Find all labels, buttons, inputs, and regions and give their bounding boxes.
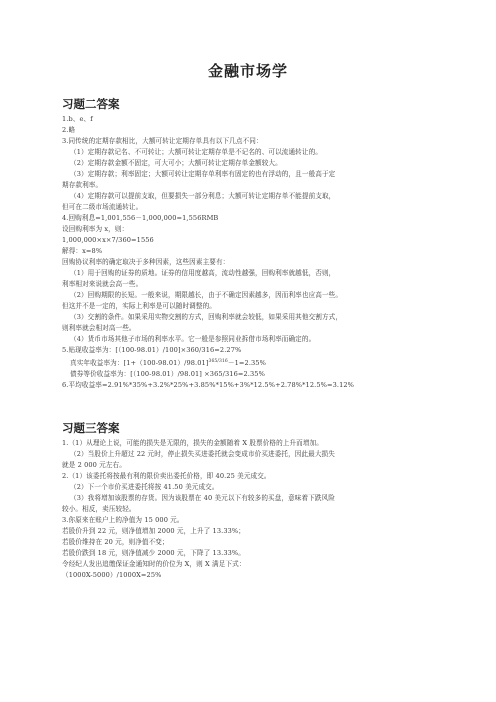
text-line: （2）定期存款金额不固定，可大可小；大额可转让定期存单金额较大。 [70, 159, 282, 167]
text-line: 1.b、e、f [62, 115, 93, 123]
text-line: （1）用于回购的证券的质地。证券的信用度越高，流动性越强，回购利率就越低，否则， [70, 269, 336, 277]
text-line: 但可在二级市场流通转让。 [62, 203, 143, 211]
text-line: （4）定期存款可以提前支取，但要损失一部分利息；大额可转让定期存单不能提前支取， [70, 192, 336, 200]
formula-exponent: 365/316 [208, 359, 228, 364]
text-line: 5.贴现收益率为：[（100-98.01）/100]×360/316=2.27% [62, 346, 242, 354]
text-line: 4.回购利息=1,001,556－1,000,000=1,556RMB [62, 214, 219, 222]
text-line: （3）定期存款；利率固定；大额可转让定期存单利率有固定的也有浮动的，且一般高于定 [70, 170, 336, 178]
text-line: 6.平均收益率=2.91%*35%+3.2%*25%+3.85%*15%+3%*12.5%+2.78%*12.5%=3.12% [62, 381, 355, 390]
text-line: 2.略 [62, 126, 76, 134]
document-title: 金融市场学 [207, 62, 288, 80]
text-line: 3.同传统的定期存款相比，大额可转让定期存单具有以下几点不同： [62, 137, 263, 145]
text-line: 期存款利率。 [62, 181, 103, 189]
text-line: 若股价跌到 18 元，则净值减少 2000 元，下降了 13.33%。 [62, 549, 245, 557]
text-line: 则利率就会相对高一些。 [62, 324, 136, 332]
text-line: 3.你原来在账户上的净值为 15 000 元。 [62, 516, 184, 524]
formula-tail: －1=2.35% [227, 359, 266, 368]
text-line: 回购协议利率的确定取决于多种因素，这些因素主要有： [62, 258, 230, 266]
text-line-with-exponent [62, 356, 446, 369]
formula-base: 真实年收益率为：[1+（100-98.01）/98.01] [70, 359, 209, 368]
text-line: （2）下一个市价买进委托将按 41.50 美元成交。 [70, 483, 219, 491]
text-line: 利率相对来说就会高一些。 [62, 280, 143, 288]
text-line: 解得：x=8% [62, 247, 103, 255]
section-body-exercise-2 [62, 114, 446, 391]
text-line: 1,000,000×x×7/360=1556 [62, 236, 154, 244]
text-line: （2）当股价上升超过 22 元时，停止损失买进委托就会变成市价买进委托，因此最大损失 [70, 450, 335, 458]
text-line: （1000X-5000）/1000X=25% [62, 571, 162, 579]
text-line: （3）我将增加该股票的存货。因为该股票在 40 美元以下有较多的买盘，意味着下跌风险 [70, 494, 335, 502]
section-heading-exercise-2: 习题二答案 [62, 97, 120, 111]
text-line: 但这并不是一定的，实际上利率是可以随时调整的。 [62, 302, 216, 310]
section-body-exercise-3 [62, 438, 446, 581]
text-line: 就是 2 000 元左右。 [62, 461, 126, 469]
text-line: （4）货币市场其他子市场的利率水平。它一般是参照同业拆借市场利率而确定的。 [70, 335, 316, 343]
section-heading-exercise-3: 习题三答案 [62, 421, 120, 435]
text-line: 2.（1）该委托将按最有利的限价卖出委托价格，即 40.25 美元成交。 [62, 472, 271, 480]
text-line: （1）定期存款记名、不可转让；大额可转让定期存单是不记名的、可以流通转让的。 [70, 148, 322, 156]
text-line: （3）交割的条件。如果采用实物交割的方式，回购利率就会较低，如果采用其他交割方式， [70, 313, 343, 321]
text-line: 若股价升到 22 元，则净值增加 2000 元，上升了 13.33%； [62, 527, 245, 535]
text-line: 债券等价收益率为：[（100-98.01）/98.01] ×365/316=2.35% [70, 370, 265, 379]
text-line: 令经纪人发出追缴保证金通知时的价位为 X，则 X 满足下式： [62, 560, 246, 568]
text-line: 若股价维持在 20 元，则净值不变； [62, 538, 169, 546]
text-line: 较小。相反，卖压较轻。 [62, 505, 136, 513]
text-line: 设回购利率为 x，则： [62, 225, 129, 233]
text-line: 1.（1）从理论上说，可能的损失是无限的，损失的金额随着 X 股票价格的上升而增加。 [62, 439, 323, 447]
text-line: （2）回购期限的长短。一般来说，期限越长，由于不确定因素越多，因而利率也应高一些。 [70, 291, 343, 299]
